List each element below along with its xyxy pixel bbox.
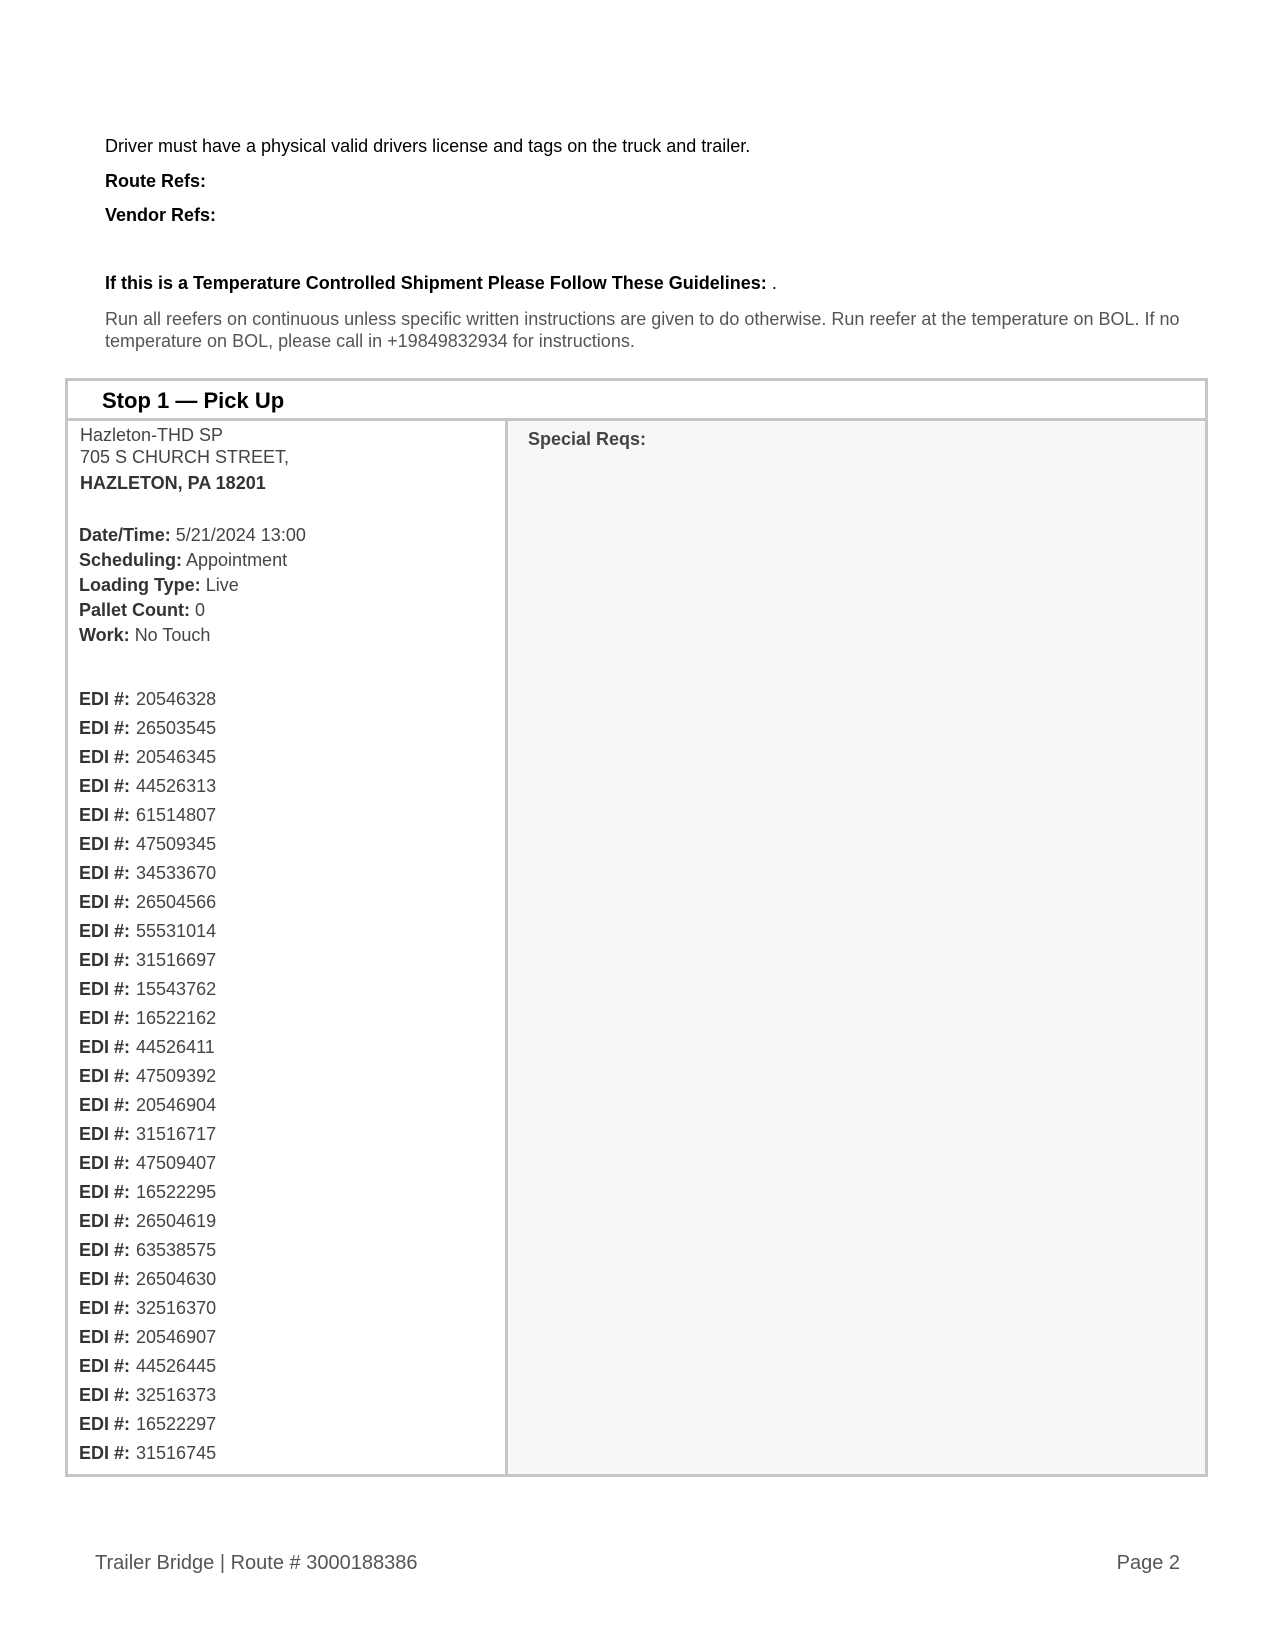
edi-number: 44526411	[136, 1037, 215, 1057]
edi-list-item	[79, 950, 216, 979]
edi-list-item	[79, 1037, 216, 1066]
edi-list-item	[79, 689, 216, 718]
detail-value: 0	[195, 600, 206, 620]
edi-label: EDI #:	[79, 747, 131, 767]
edi-label: EDI #:	[79, 718, 131, 738]
edi-number: 47509392	[136, 1066, 217, 1086]
edi-number: 63538575	[136, 1240, 217, 1260]
edi-number: 44526445	[136, 1356, 217, 1376]
edi-label: EDI #:	[79, 1211, 131, 1231]
edi-number: 44526313	[136, 776, 217, 796]
stop-header	[68, 381, 1205, 421]
edi-label: EDI #:	[79, 1124, 131, 1144]
edi-label: EDI #:	[79, 776, 131, 796]
edi-number: 20546907	[136, 1327, 217, 1347]
edi-list-item	[79, 1356, 216, 1385]
edi-label: EDI #:	[79, 805, 131, 825]
edi-label: EDI #:	[79, 1008, 131, 1028]
detail-loading-type	[79, 575, 239, 596]
temperature-heading-suffix: .	[771, 273, 777, 293]
edi-number: 32516370	[136, 1298, 217, 1318]
stop-location-panel	[68, 421, 508, 1474]
temperature-guidelines-body: Run all reefers on continuous unless specific written instructions are given to do otherwise. Run reefer at the temperature on BOL. If no temperature on BOL, please call in +19849832934 for instructions.	[105, 309, 1180, 351]
stop-title: Stop 1 — Pick Up	[102, 388, 285, 413]
edi-list-item	[79, 747, 216, 776]
special-reqs-label: Special Reqs:	[528, 429, 647, 449]
edi-list-item	[79, 979, 216, 1008]
edi-label: EDI #:	[79, 1182, 131, 1202]
edi-list-item	[79, 1066, 216, 1095]
edi-number: 55531014	[136, 921, 217, 941]
edi-list-item	[79, 892, 216, 921]
detail-scheduling	[79, 550, 287, 571]
edi-label: EDI #:	[79, 1066, 131, 1086]
edi-number: 31516745	[136, 1443, 217, 1463]
edi-list-item	[79, 1269, 216, 1298]
driver-notice: Driver must have a physical valid drivers license and tags on the truck and trailer.	[105, 136, 751, 156]
edi-label: EDI #:	[79, 1095, 131, 1115]
edi-list-item	[79, 1095, 216, 1124]
edi-list-item	[79, 1385, 216, 1414]
edi-number: 34533670	[136, 863, 217, 883]
detail-label: Scheduling:	[79, 550, 182, 570]
edi-number-list	[79, 689, 216, 1472]
edi-label: EDI #:	[79, 950, 131, 970]
edi-list-item	[79, 718, 216, 747]
detail-label: Loading Type:	[79, 575, 201, 595]
detail-work	[79, 625, 210, 646]
edi-number: 26504619	[136, 1211, 217, 1231]
detail-value: 5/21/2024 13:00	[175, 525, 306, 545]
edi-label: EDI #:	[79, 1385, 131, 1405]
edi-label: EDI #:	[79, 921, 131, 941]
edi-label: EDI #:	[79, 979, 131, 999]
edi-label: EDI #:	[79, 1037, 131, 1057]
detail-date-time	[79, 525, 306, 546]
edi-label: EDI #:	[79, 834, 131, 854]
location-street: 705 S CHURCH STREET,	[80, 447, 290, 467]
page-number: Page 2	[1116, 1552, 1180, 1574]
edi-list-item	[79, 1240, 216, 1269]
edi-label: EDI #:	[79, 689, 131, 709]
edi-list-item	[79, 921, 216, 950]
edi-number: 20546345	[136, 747, 217, 767]
edi-label: EDI #:	[79, 1414, 131, 1434]
edi-list-item	[79, 1008, 216, 1037]
edi-number: 26503545	[136, 718, 217, 738]
edi-number: 31516697	[136, 950, 217, 970]
detail-label: Work:	[79, 625, 130, 645]
edi-number: 61514807	[136, 805, 217, 825]
special-requirements-panel	[508, 421, 1205, 1474]
edi-number: 32516373	[136, 1385, 217, 1405]
edi-number: 26504566	[136, 892, 217, 912]
edi-list-item	[79, 1298, 216, 1327]
footer-route-info: Trailer Bridge | Route # 3000188386	[95, 1552, 418, 1574]
edi-number: 16522295	[136, 1182, 217, 1202]
edi-label: EDI #:	[79, 1298, 131, 1318]
edi-label: EDI #:	[79, 1153, 131, 1173]
detail-value: No Touch	[134, 625, 211, 645]
edi-list-item	[79, 863, 216, 892]
edi-list-item	[79, 1124, 216, 1153]
detail-value: Live	[205, 575, 239, 595]
edi-number: 16522297	[136, 1414, 217, 1434]
edi-number: 31516717	[136, 1124, 217, 1144]
edi-number: 15543762	[136, 979, 217, 999]
location-city-state-zip: HAZLETON, PA 18201	[80, 473, 266, 493]
edi-label: EDI #:	[79, 892, 131, 912]
edi-label: EDI #:	[79, 863, 131, 883]
edi-label: EDI #:	[79, 1443, 131, 1463]
location-name: Hazleton-THD SP	[80, 425, 224, 445]
edi-number: 20546328	[136, 689, 217, 709]
edi-list-item	[79, 1414, 216, 1443]
edi-label: EDI #:	[79, 1269, 131, 1289]
edi-number: 26504630	[136, 1269, 217, 1289]
detail-value: Appointment	[186, 550, 288, 570]
edi-label: EDI #:	[79, 1327, 131, 1347]
edi-list-item	[79, 1182, 216, 1211]
edi-number: 16522162	[136, 1008, 217, 1028]
edi-number: 47509407	[136, 1153, 217, 1173]
edi-number: 47509345	[136, 834, 217, 854]
temperature-guidelines-heading	[105, 273, 777, 294]
edi-list-item	[79, 1443, 216, 1472]
stop-card	[65, 378, 1208, 1477]
detail-label: Pallet Count:	[79, 600, 190, 620]
edi-number: 20546904	[136, 1095, 217, 1115]
edi-list-item	[79, 834, 216, 863]
detail-label: Date/Time:	[79, 525, 171, 545]
edi-list-item	[79, 1153, 216, 1182]
route-refs-label: Route Refs:	[105, 171, 207, 191]
temperature-heading-text: If this is a Temperature Controlled Shipment Please Follow These Guidelines:	[105, 273, 767, 293]
edi-label: EDI #:	[79, 1240, 131, 1260]
vendor-refs-label: Vendor Refs:	[105, 205, 217, 225]
detail-pallet-count	[79, 600, 205, 621]
edi-list-item	[79, 776, 216, 805]
edi-label: EDI #:	[79, 1356, 131, 1376]
edi-list-item	[79, 1327, 216, 1356]
edi-list-item	[79, 1211, 216, 1240]
edi-list-item	[79, 805, 216, 834]
